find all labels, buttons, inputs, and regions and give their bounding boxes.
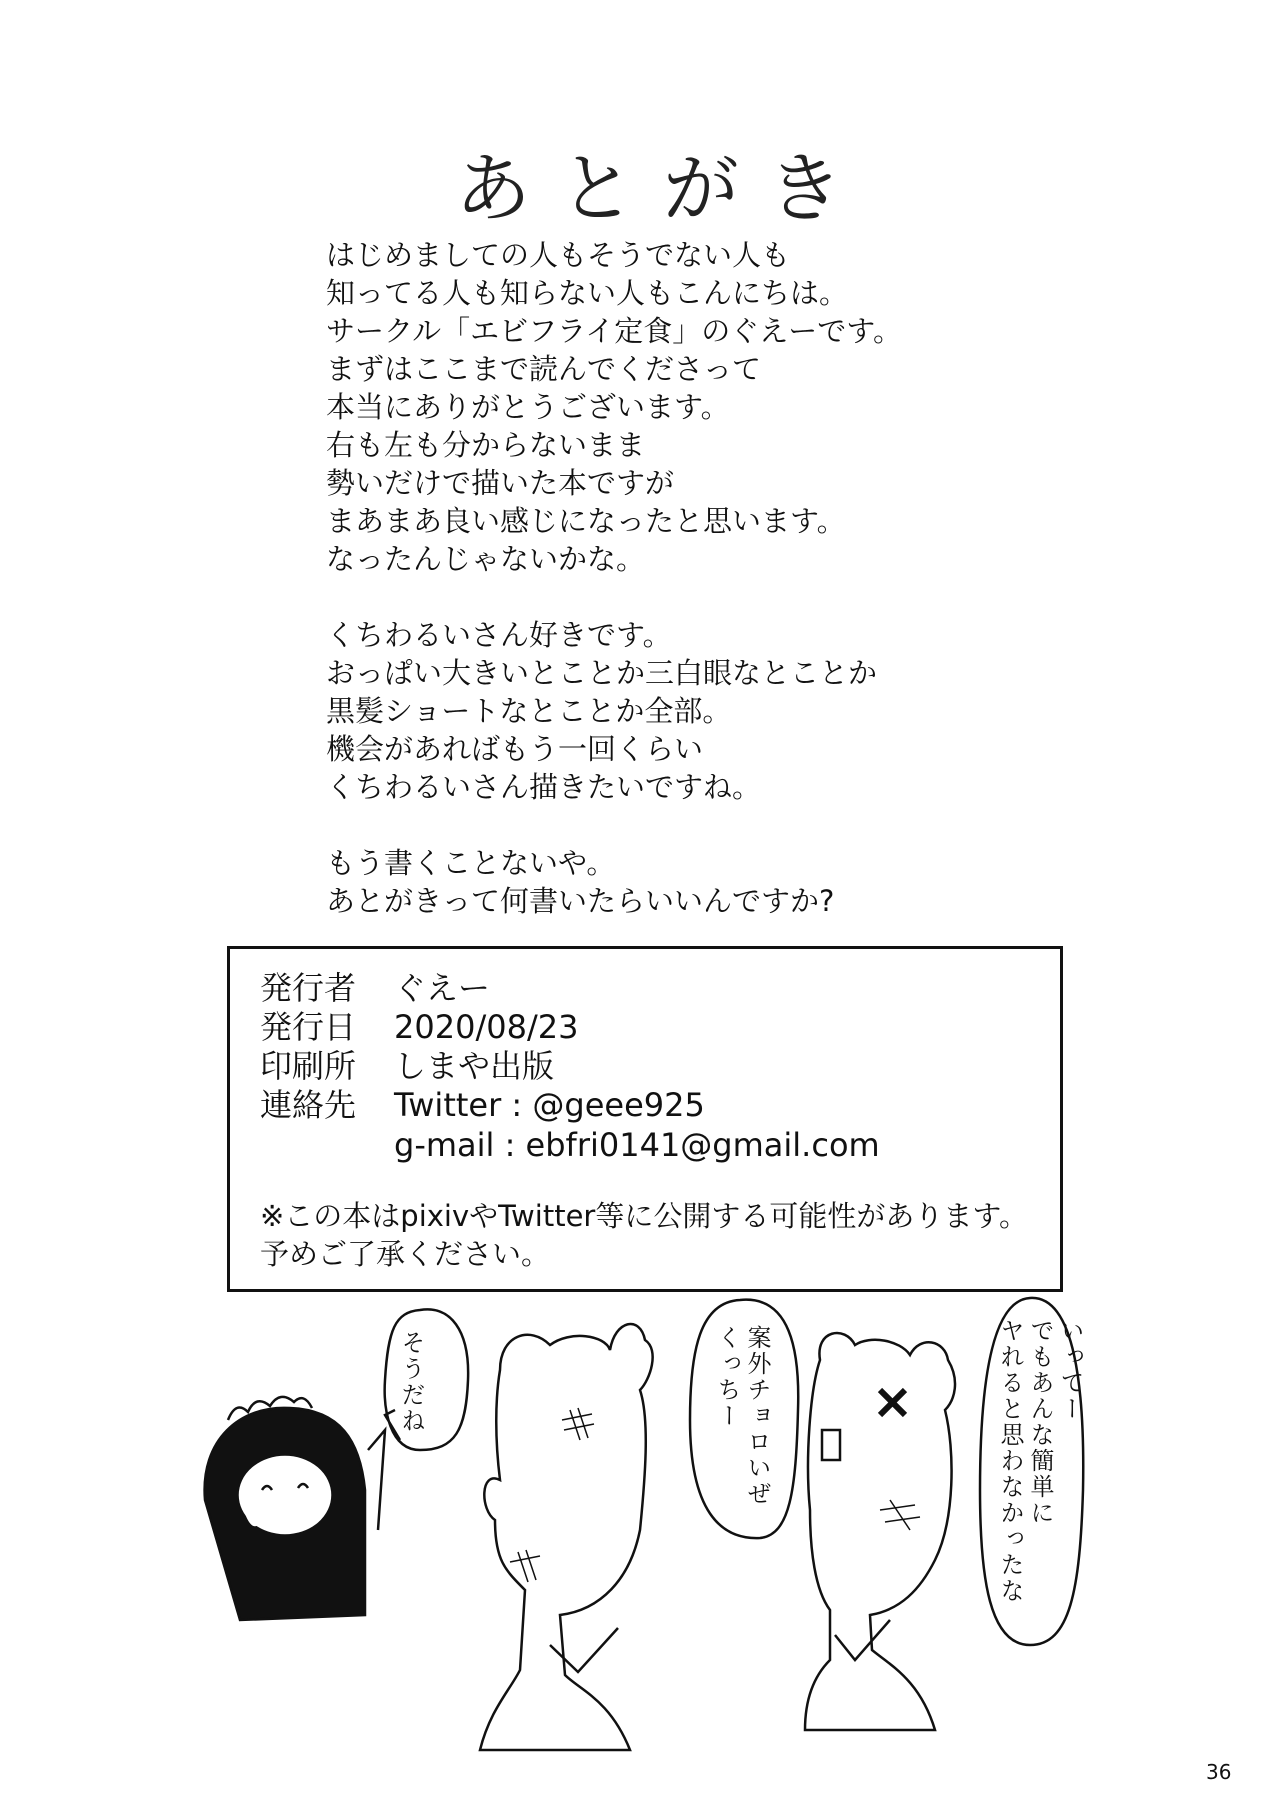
speech-line: 案外チョロいぜ [743,1325,771,1507]
twitter-value: Twitter : @geee925 [394,1086,705,1124]
text-line: 右も左も分からないまま [326,428,646,462]
speech-text: そうだね [397,1330,425,1434]
colophon-box [227,946,1063,1292]
note-line: 予めご了承ください。 [260,1237,551,1271]
contact-row [260,1086,705,1124]
publication-note [260,1197,1028,1273]
text-line: あとがきって何書いたらいいんですか? [326,884,835,918]
text-line: まあまあ良い感じになったと思います。 [326,504,846,538]
date-row [260,1008,578,1046]
text-line: まずはここまで読んでくださって [326,352,762,386]
text-line: おっぱい大きいとことか三白眼なとことか [326,656,878,690]
paragraph-gap [326,578,902,616]
page-title: あとがき [455,144,871,233]
text-line: なったんじゃないかな。 [326,542,646,576]
speech-text [712,1325,772,1525]
speech-line: でもあんな簡単に [1026,1318,1054,1526]
date-value: 2020/08/23 [394,1008,579,1046]
text-line: サークル「エビフライ定食」のぐえーです。 [326,314,902,348]
gmail-value: g-mail : ebfri0141@gmail.com [394,1126,880,1164]
speech-line: いってー [1056,1318,1084,1422]
text-line: 機会があればもう一回くらい [326,732,704,766]
publisher-value: ぐえー [394,969,491,1007]
comic-panel [0,1290,1280,1760]
date-label: 発行日 [260,1008,357,1046]
printer-value: しまや出版 [394,1047,555,1085]
speech-line: ヤれると思わなかったな [996,1318,1024,1604]
character-head [480,1324,653,1750]
text-line: 本当にありがとうございます。 [326,390,730,424]
paragraph-gap [326,806,902,844]
speech-line: くっちー [713,1325,741,1429]
comic-illustration [0,1290,1280,1760]
printer-label: 印刷所 [260,1047,357,1085]
speech-text [995,1318,1085,1638]
text-line: 知ってる人も知らない人もこんにちは。 [326,276,849,310]
gmail-row [260,1126,880,1164]
publisher-row [260,969,490,1007]
text-line: 勢いだけで描いた本ですが [326,466,675,500]
text-line: はじめましての人もそうでない人も [326,238,791,272]
text-line: もう書くことないや。 [326,846,616,880]
page-number: 36 [1206,1760,1232,1784]
text-line: くちわるいさん好きです。 [326,618,672,652]
publisher-label: 発行者 [260,969,357,1007]
text-line: 黒髪ショートなとことか全部。 [326,694,732,728]
contact-label: 連絡先 [260,1086,357,1124]
afterword-body [326,236,902,920]
text-line: くちわるいさん描きたいですね。 [326,770,762,804]
printer-row [260,1047,554,1085]
note-line: ※この本はpixivやTwitter等に公開する可能性があります。 [260,1199,1029,1233]
